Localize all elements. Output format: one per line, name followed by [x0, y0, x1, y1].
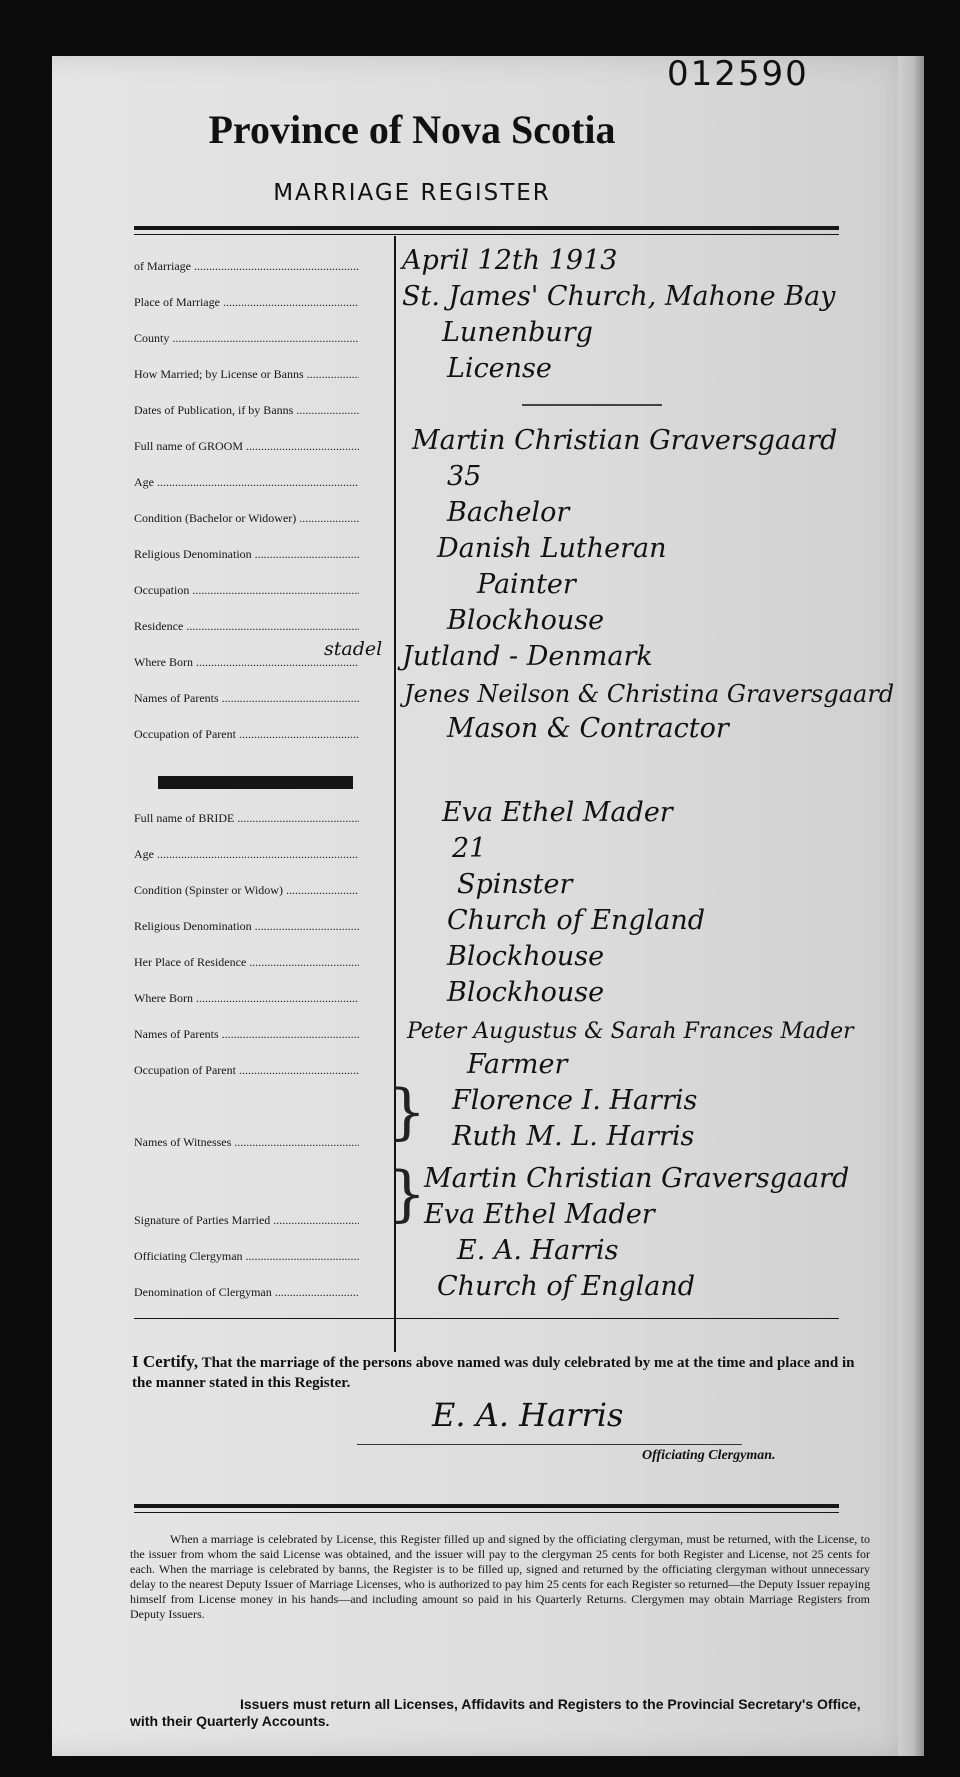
field-row-groom-name — [52, 422, 872, 458]
field-row-bride-religion — [52, 902, 872, 938]
field-value: Peter Augustus & Sarah Frances Mader — [407, 1019, 854, 1044]
field-value: Church of England — [437, 1271, 696, 1302]
field-value: Bachelor — [447, 497, 570, 528]
field-label: Full name of BRIDE ..... — [134, 811, 359, 826]
field-label: Full name of GROOM ..... — [134, 439, 359, 454]
field-row-witness-1 — [52, 1082, 872, 1118]
field-value: 35 — [447, 461, 482, 492]
field-label: Names of Parents ..... — [134, 1027, 359, 1042]
field-value: St. James' Church, Mahone Bay — [402, 281, 836, 312]
field-row-place — [52, 278, 872, 314]
field-value: Martin Christian Graversgaard — [412, 425, 838, 456]
field-row-signatures — [52, 1196, 872, 1232]
document-number: 012590 — [667, 54, 809, 94]
field-row-bride-parents — [52, 1010, 872, 1046]
field-label: Religious Denomination ..... — [134, 919, 359, 934]
field-row-bride-name — [52, 794, 872, 830]
certification-statement — [132, 1352, 862, 1393]
table-bottom-rule — [134, 1318, 839, 1319]
paper-fold — [898, 56, 924, 1756]
witness-brace: } — [388, 1077, 427, 1147]
field-row-bride-residence — [52, 938, 872, 974]
field-value: Ruth M. L. Harris — [452, 1121, 695, 1152]
field-label: Names of Witnesses ..... — [134, 1135, 359, 1150]
field-row-bride-age — [52, 830, 872, 866]
certify-text: That the marriage of the persons above named was duly celebrated by me at the time and place and in the manner stated in this Register. — [132, 1355, 855, 1391]
field-value: Eva Ethel Mader — [442, 797, 673, 828]
form-subtitle: MARRIAGE REGISTER — [273, 180, 551, 206]
field-value: Spinster — [457, 869, 573, 900]
field-value: Blockhouse — [447, 977, 605, 1008]
field-value: Blockhouse — [447, 941, 605, 972]
field-row-bride-parent-occupation — [52, 1046, 872, 1082]
field-row-groom-residence — [52, 602, 872, 638]
field-label: Officiating Clergyman ..... — [134, 1249, 359, 1264]
field-label: Condition (Bachelor or Widower) ..... — [134, 511, 359, 526]
field-label: Religious Denomination ..... — [134, 547, 359, 562]
field-value: Jutland - Denmark — [402, 641, 653, 672]
field-label: Names of Parents ..... — [134, 691, 359, 706]
field-row-clergyman-denomination — [52, 1268, 872, 1304]
field-row-groom-occupation — [52, 566, 872, 602]
field-value: Painter — [477, 569, 576, 600]
field-value: Danish Lutheran — [437, 533, 667, 564]
field-label: Dates of Publication, if by Banns ..... — [134, 403, 359, 418]
field-row-groom-age — [52, 458, 872, 494]
certify-lead: I Certify, — [132, 1352, 199, 1371]
field-row-groom-condition — [52, 494, 872, 530]
bride-section-bar — [158, 776, 353, 789]
field-value: Martin Christian Graversgaard — [424, 1163, 850, 1194]
blank-dash — [522, 404, 662, 406]
field-row-bride-birthplace — [52, 974, 872, 1010]
field-row-bride-condition — [52, 866, 872, 902]
form-title: Province of Nova Scotia — [208, 107, 616, 152]
field-label: Where Born ..... — [134, 655, 359, 670]
field-value: Mason & Contractor — [447, 713, 729, 744]
field-row-groom-parents — [52, 674, 895, 710]
signature-line — [357, 1444, 742, 1445]
field-value: Blockhouse — [447, 605, 605, 636]
field-label: How Married; by License or Banns ..... — [134, 367, 359, 382]
instructions-notice: When a marriage is celebrated by License, this Register filled up and signed by the officiating clergyman, must be returned, with the License, to the issuer from whom the said License was obtained, and the issuer will pay to the clergyman 25 cents for both Register and License, not 25 cents for each. When the marriage is celebrated by banns, the Register is to be filled up, signed and returned by the officiating clergyman without unnecessary delay to the nearest Deputy Issuer of Marriage Licenses, who is authorized to pay him 25 cents for each Register so returned—the Deputy Issuer repaying himself from License money in his hands—and including amount so paid in his Quarterly Returns. Clergymen may obtain Marriage Registers from Deputy Issuers. — [130, 1532, 870, 1621]
field-value: Eva Ethel Mader — [424, 1199, 655, 1230]
notice-rule-thick — [134, 1504, 839, 1508]
field-value: April 12th 1913 — [402, 245, 618, 276]
signature-role: Officiating Clergyman. — [642, 1448, 776, 1463]
field-label: Age ..... — [134, 475, 359, 490]
top-rule-thick — [134, 226, 839, 230]
margin-annotation: stadel — [324, 638, 383, 660]
field-label: Signature of Parties Married ..... — [134, 1213, 359, 1228]
field-label: Occupation of Parent ..... — [134, 727, 359, 742]
signature-brace: } — [388, 1159, 427, 1229]
field-label: Where Born ..... — [134, 991, 359, 1006]
field-row-groom-parent-occupation — [52, 710, 872, 746]
field-label: Age ..... — [134, 847, 359, 862]
field-value: License — [447, 353, 552, 384]
field-row-witnesses — [52, 1118, 872, 1154]
register-form — [52, 56, 924, 1756]
field-row-groom-birthplace — [52, 638, 872, 674]
field-row-date — [52, 242, 872, 278]
field-row-publication — [52, 386, 872, 422]
top-rule-thin — [134, 234, 839, 235]
field-row-clergyman — [52, 1232, 872, 1268]
field-value: Farmer — [467, 1049, 568, 1080]
field-label: Occupation ..... — [134, 583, 359, 598]
field-row-how-married — [52, 350, 872, 386]
field-row-groom-religion — [52, 530, 872, 566]
notice-rule-thin — [134, 1512, 839, 1513]
field-value: Jenes Neilson & Christina Graversgaard — [404, 680, 895, 708]
field-value: Lunenburg — [442, 317, 593, 348]
field-row-signature-groom — [52, 1160, 872, 1196]
clergyman-signature: E. A. Harris — [432, 1396, 624, 1434]
field-value: 21 — [452, 833, 487, 864]
field-value: Florence I. Harris — [452, 1085, 698, 1116]
field-label: of Marriage ..... — [134, 259, 359, 274]
field-value: E. A. Harris — [457, 1235, 619, 1266]
field-label: Residence ..... — [134, 619, 359, 634]
field-label: Her Place of Residence ..... — [134, 955, 359, 970]
field-value: Church of England — [447, 905, 706, 936]
field-label: Occupation of Parent ..... — [134, 1063, 359, 1078]
issuers-footer-note: Issuers must return all Licenses, Affidavits and Registers to the Provincial Secretary's Office, with their Quarterly Accounts. — [130, 1696, 861, 1729]
field-label: Denomination of Clergyman ..... — [134, 1285, 359, 1300]
field-label: County ..... — [134, 331, 359, 346]
field-label: Condition (Spinster or Widow) ..... — [134, 883, 359, 898]
field-label: Place of Marriage ..... — [134, 295, 359, 310]
field-row-county — [52, 314, 872, 350]
